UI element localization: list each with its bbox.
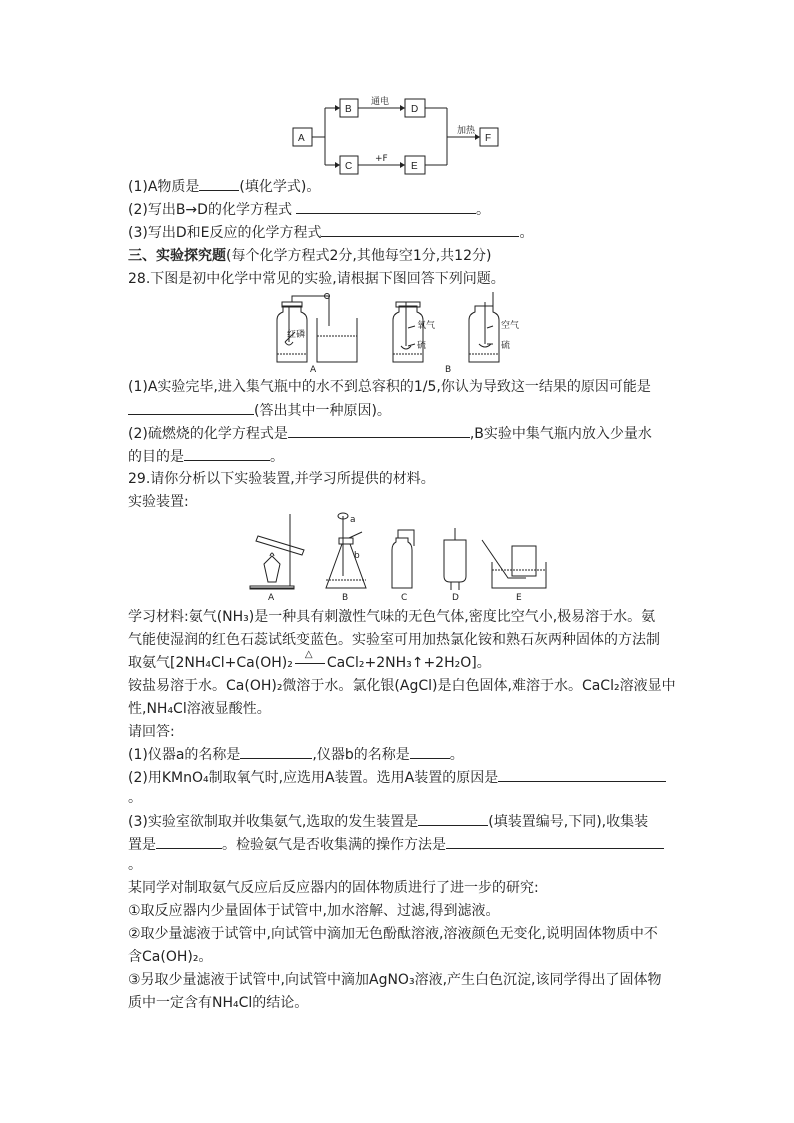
q-flow-2 bbox=[128, 199, 490, 220]
apparatus-e-label: E bbox=[516, 593, 522, 602]
q-flow-2-text: (2)写出B→D的化学方程式 bbox=[128, 202, 292, 218]
q29-s3-mid: (填装置编号,下同),收集装 bbox=[488, 814, 649, 830]
answer-prompt: 请回答: bbox=[128, 724, 175, 740]
blank-reason-a[interactable] bbox=[498, 767, 666, 782]
flask-b bbox=[326, 544, 366, 588]
q-flow-3-end: 。 bbox=[519, 225, 534, 241]
q28-p2-tail: ,B实验中集气瓶内放入少量水 bbox=[469, 426, 652, 442]
q29-stem: 29.请你分析以下实验装置,并学习所提供的材料。 bbox=[128, 471, 435, 487]
q-flow-2-end: 。 bbox=[475, 202, 490, 218]
heat-delta-symbol: △ bbox=[304, 649, 313, 660]
apparatus-b-label: B bbox=[342, 593, 349, 602]
q-flow-1-tail: (填化学式)。 bbox=[239, 179, 321, 195]
flow-arrows bbox=[312, 108, 480, 165]
q29-s2 bbox=[128, 767, 666, 788]
q28-p1-line1: (1)A实验完毕,进入集气瓶中的水不到总容积的1/5,你认为导致这一结果的原因可能是 bbox=[128, 379, 651, 395]
step-2-line2: 含Ca(OH)₂。 bbox=[128, 949, 213, 965]
step-3-line1: ③另取少量滤液于试管中,向试管中滴加AgNO₃溶液,产生白色沉淀,该同学得出了固体物 bbox=[128, 972, 662, 988]
q29-s3-text: (3)实验室欲制取并收集氨气,选取的发生装置是 bbox=[128, 814, 419, 830]
node-b-label: B bbox=[345, 104, 352, 115]
material-line-4: 铵盐易溶于水。Ca(OH)₂微溶于水。氯化银(AgCl)是白色固体,难溶于水。CaCl₂溶液显中 bbox=[128, 678, 676, 694]
step-3-line2: 质中一定含有NH₄Cl的结论。 bbox=[128, 995, 309, 1011]
section-3-title: 三、实验探究题 bbox=[128, 248, 226, 264]
q28-p2-line1 bbox=[128, 423, 652, 444]
blank-sulfur-equation[interactable] bbox=[288, 423, 470, 438]
blank-test-method[interactable] bbox=[446, 834, 664, 849]
test-tube-a bbox=[256, 536, 304, 555]
q29-s2-end: 。 bbox=[128, 790, 142, 806]
node-c-label: C bbox=[345, 161, 353, 172]
q29-s3-end: 。 bbox=[128, 857, 142, 873]
edge-bd-label: 通电 bbox=[371, 97, 390, 107]
equation-reactants: 取氨气[2NH₄Cl+Ca(OH)₂ bbox=[128, 655, 293, 671]
q29-s1 bbox=[128, 744, 464, 765]
q29-apparatus-label: 实验装置: bbox=[128, 494, 189, 510]
q29-s1-end: 。 bbox=[449, 747, 464, 763]
q-flow-1 bbox=[128, 176, 320, 197]
instrument-a-label: a bbox=[350, 515, 356, 525]
fig-b-label: B bbox=[445, 365, 452, 374]
q29-s1-mid: ,仪器b的名称是 bbox=[312, 747, 410, 763]
edge-ce-label: +F bbox=[375, 154, 388, 164]
red-phosphorus-label: 红磷 bbox=[287, 330, 306, 340]
q28-p2-purpose: 的目的是 bbox=[128, 449, 184, 465]
node-e-label: E bbox=[411, 161, 418, 172]
bottle-c bbox=[392, 538, 412, 588]
burner-a bbox=[264, 556, 280, 582]
q29-s3-test: 。检验氨气是否收集满的操作方法是 bbox=[222, 837, 446, 853]
blank-instrument-b[interactable] bbox=[410, 744, 450, 759]
blank-a-formula[interactable] bbox=[199, 176, 239, 191]
q29-s3-line2 bbox=[128, 834, 664, 855]
q28-p2-text: (2)硫燃烧的化学方程式是 bbox=[128, 426, 288, 442]
tube-a bbox=[292, 296, 329, 326]
blank-bd-equation[interactable] bbox=[296, 199, 476, 214]
q28-stem: 28.下图是初中化学中常见的实验,请根据下图回答下列问题。 bbox=[128, 271, 505, 287]
apparatus-d-label: D bbox=[452, 593, 459, 602]
blank-instrument-a[interactable] bbox=[240, 744, 312, 759]
q29-s3-collector: 置是 bbox=[128, 837, 156, 853]
apparatus-a-label: A bbox=[268, 593, 275, 602]
blank-de-equation[interactable] bbox=[321, 222, 519, 237]
q29-s1-text: (1)仪器a的名称是 bbox=[128, 747, 241, 763]
q-flow-3-text: (3)写出D和E反应的化学方程式 bbox=[128, 225, 322, 241]
instrument-b-label: b bbox=[354, 551, 360, 561]
blank-water-purpose[interactable] bbox=[184, 446, 270, 461]
blank-generator[interactable] bbox=[418, 811, 488, 826]
heat-arrow bbox=[293, 649, 327, 673]
flow-diagram bbox=[285, 93, 505, 179]
sulfur-label-1: 硫 bbox=[417, 341, 427, 351]
apparatus-c-label: C bbox=[401, 593, 408, 602]
node-a-label: A bbox=[298, 133, 305, 144]
material-line-2: 气能使湿润的红色石蕊试纸变蓝色。实验室可用加热氯化铵和熟石灰两种固体的方法制 bbox=[128, 632, 660, 648]
q-flow-1-text: (1)A物质是 bbox=[128, 179, 200, 195]
step-2-line1: ②取少量滤液于试管中,向试管中滴加无色酚酞溶液,溶液颜色无变化,说明固体物质中不 bbox=[128, 926, 658, 942]
q-flow-3 bbox=[128, 222, 533, 243]
material-line-1: 学习材料:氨气(NH₃)是一种具有刺激性气味的无色气体,密度比空气小,极易溶于水。氨 bbox=[128, 609, 656, 625]
material-line-3 bbox=[128, 649, 491, 673]
air-label: 空气 bbox=[501, 321, 520, 331]
section-3-note: (每个化学方程式2分,其他每空1分,共12分) bbox=[226, 248, 492, 264]
q28-p1-tail: (答出其中一种原因)。 bbox=[254, 403, 391, 419]
blank-collector[interactable] bbox=[156, 834, 222, 849]
material-line-5: 性,NH₄Cl溶液显酸性。 bbox=[128, 701, 271, 717]
oxygen-label: 氧气 bbox=[417, 321, 436, 331]
sulfur-label-2: 硫 bbox=[501, 341, 511, 351]
q29-apparatus-figure bbox=[246, 510, 550, 602]
node-d-label: D bbox=[411, 104, 419, 115]
fig-a-label: A bbox=[310, 365, 317, 374]
study-intro: 某同学对制取氨气反应后反应器内的固体物质进行了进一步的研究: bbox=[128, 880, 539, 896]
section-3-heading bbox=[128, 246, 491, 266]
q28-figure bbox=[265, 292, 525, 374]
equation-products: CaCl₂+2NH₃↑+2H₂O]。 bbox=[326, 655, 491, 671]
q29-s2-text: (2)用KMnO₄制取氧气时,应选用A装置。选用A装置的原因是 bbox=[128, 770, 499, 786]
step-1: ①取反应器内少量固体于试管中,加水溶解、过滤,得到滤液。 bbox=[128, 903, 500, 919]
blank-reason[interactable] bbox=[128, 400, 254, 415]
node-f-label: F bbox=[485, 133, 492, 144]
edge-df-label: 加热 bbox=[457, 126, 476, 136]
q28-p2-line2 bbox=[128, 446, 284, 467]
bottle-d bbox=[444, 540, 466, 582]
beaker-a bbox=[317, 318, 357, 362]
q28-p2-end: 。 bbox=[270, 449, 284, 465]
q29-s3-line1 bbox=[128, 811, 648, 832]
q28-p1-line2 bbox=[128, 400, 391, 421]
